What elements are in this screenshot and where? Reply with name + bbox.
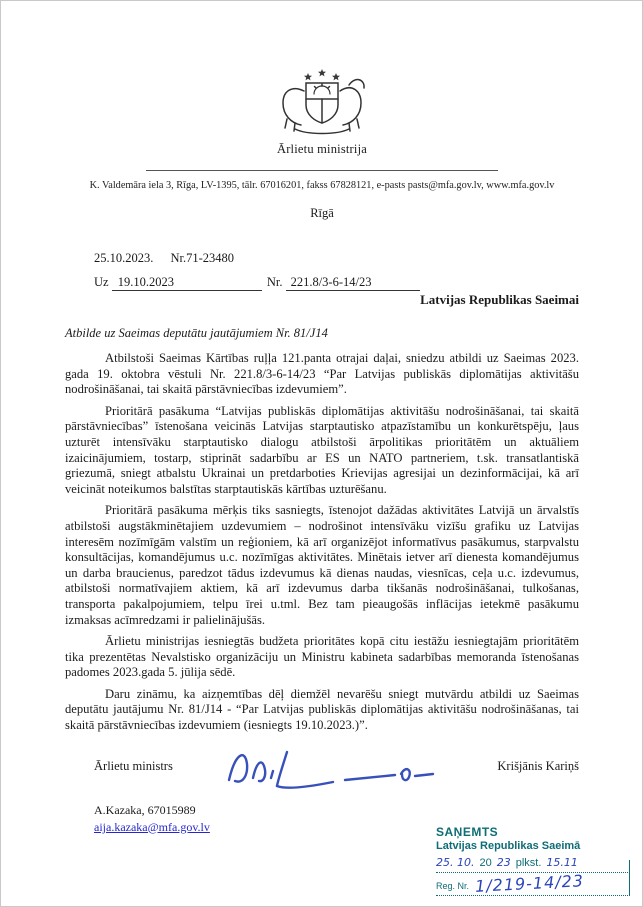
stamp-plkst-label: plkst. bbox=[515, 857, 542, 869]
handwritten-signature-icon bbox=[179, 744, 492, 790]
received-stamp bbox=[436, 825, 628, 896]
stamp-handwritten-year: 23 bbox=[496, 856, 511, 869]
reference-number: 221.8/3-6-14/23 bbox=[286, 275, 420, 291]
stamp-organization: Latvijas Republikas Saeimā bbox=[436, 840, 581, 852]
nr-label: Nr. bbox=[266, 275, 283, 289]
paragraph: Prioritārā pasākuma mērķis tiks sasniegts, īstenojot dažādas aktivitātes Latvijā un ārvalstīs atbilstoši augstākminētajiem uzdevumiem – nodrošinot intensīvāku vizīšu grafiku uz Latvijas interesēm nozīmīgām valstīm un reģioniem, kā arī organizējot informatīvus pasākumus, starpvalstu konsultācijas, komandējumus u.c. nozīmīgas aktivitātes. Minētais ietver arī dienesta komandējumus un darba braucienus, paredzot tādus izdevumus kā dienas naudas, viesnīcas, ceļa u.c. izdevumus, atbilstoši normatīvajiem aktiem, kā arī izdevumus darba tikšanās nodrošināšanai, tulkošanas, transporta pakalpojumiem, telpu īrei u.tml. Bez tam pieaugošās inflācijas ietekmē pasākumu izmaksas acīmredzami ir palielinājušās. bbox=[65, 503, 579, 627]
contact-person: A.Kazaka, 67015989 bbox=[94, 802, 196, 817]
date-number-row bbox=[94, 251, 579, 266]
ministry-address: K. Valdemāra iela 3, Rīga, LV-1395, tālr. 67016201, fakss 67828121, e-pasts pasts@mfa.gov.lv, www.mfa.gov.lv bbox=[89, 180, 555, 191]
stamp-reg-line bbox=[436, 871, 628, 896]
coat-of-arms-icon bbox=[263, 67, 381, 140]
reference-date: 19.10.2023 bbox=[112, 275, 262, 291]
recipient: Latvijas Republikas Saeimai bbox=[420, 292, 579, 307]
paragraph: Daru zināmu, ka aizņemtības dēļ diemžēl nevarēšu sniegt mutvārdu atbildi uz Saeimas deputātu jautājumu Nr. 81/J14 - “Par Latvijas publiskās diplomātijas aktivitāšu nodrošināšanas, tai skaitā pārstāvniecības izdevumiem (iesniegts 19.10.2023.)”. bbox=[65, 686, 579, 733]
signer-title: Ārlietu ministrs bbox=[94, 759, 173, 774]
paragraph: Prioritārā pasākuma “Latvijas publiskās diplomātijas aktivitāšu nodrošināšanai, tai skaitā pārstāvniecības” īstenošana veicinās Latvijas starptautisko atpazīstamību un konkurētspēju, ļaus uzturēt intensīvāku starptautisko dialogu atbilstoši ārpolitikas prioritātēm un aktuāliem izaicinājumiem, tostarp, stiprināt sadarbību ar ES un NATO partneriem, t.sk. transatlantiskā griezumā, sniegt atbalstu Ukrainai un pretdarboties Krievijas agresijai un dezinformācijai, kā arī veicināt noteikumos balstītas starptautiskās kārtības uzturēšanu. bbox=[65, 403, 579, 496]
signer-name: Krišjānis Kariņš bbox=[497, 759, 579, 774]
reference-row bbox=[94, 275, 579, 291]
paragraph: Ārlietu ministrijas iesniegtās budžeta prioritātes kopā citu iestāžu iesniegtajām prioritātēm tika prezentētas Nevalstisko organizāciju un Ministru kabineta sadarbības memoranda īstenošanas padomes 2023.gada 5. jūlija sēdē. bbox=[65, 634, 579, 680]
letter-number: Nr.71-23480 bbox=[170, 251, 235, 265]
letter-date: 25.10.2023. bbox=[94, 251, 154, 265]
contact-email-link[interactable]: aija.kazaka@mfa.gov.lv bbox=[94, 819, 210, 834]
stamp-date-line bbox=[436, 856, 628, 873]
stamp-handwritten-time: 15.11 bbox=[546, 856, 578, 869]
stamp-year-prefix: 20 bbox=[479, 857, 492, 869]
signature-row bbox=[94, 744, 579, 790]
letter-body bbox=[65, 351, 579, 734]
letter-meta bbox=[65, 251, 579, 836]
stamp-handwritten-reg-number: 1/219-14/23 bbox=[474, 871, 585, 896]
stamp-reg-label: Reg. Nr. bbox=[436, 881, 470, 891]
stamp-frame-line bbox=[629, 860, 630, 896]
letterhead-rule bbox=[146, 170, 498, 171]
subject-line: Atbilde uz Saeimas deputātu jautājumiem Nr. 81/J14 bbox=[65, 326, 328, 340]
letterhead bbox=[65, 67, 579, 221]
stamp-received-label: SAŅEMTS bbox=[436, 825, 499, 839]
paragraph: Atbilstoši Saeimas Kārtības ruļļa 121.panta otrajai daļai, sniedzu atbildi uz Saeimas 2023. gada 19. oktobra vēstuli Nr. 221.8/3-6-14/23 “Par Latvijas publiskās diplomātijas aktivitāšu nodrošināšanai, tai skaitā pārstāvniecības izdevumiem”. bbox=[65, 351, 579, 397]
stamp-handwritten-day-month: 25. 10. bbox=[436, 856, 475, 869]
uz-label: Uz bbox=[94, 275, 109, 289]
city-line: Rīgā bbox=[310, 206, 334, 220]
ministry-name: Ārlietu ministrija bbox=[276, 142, 368, 156]
